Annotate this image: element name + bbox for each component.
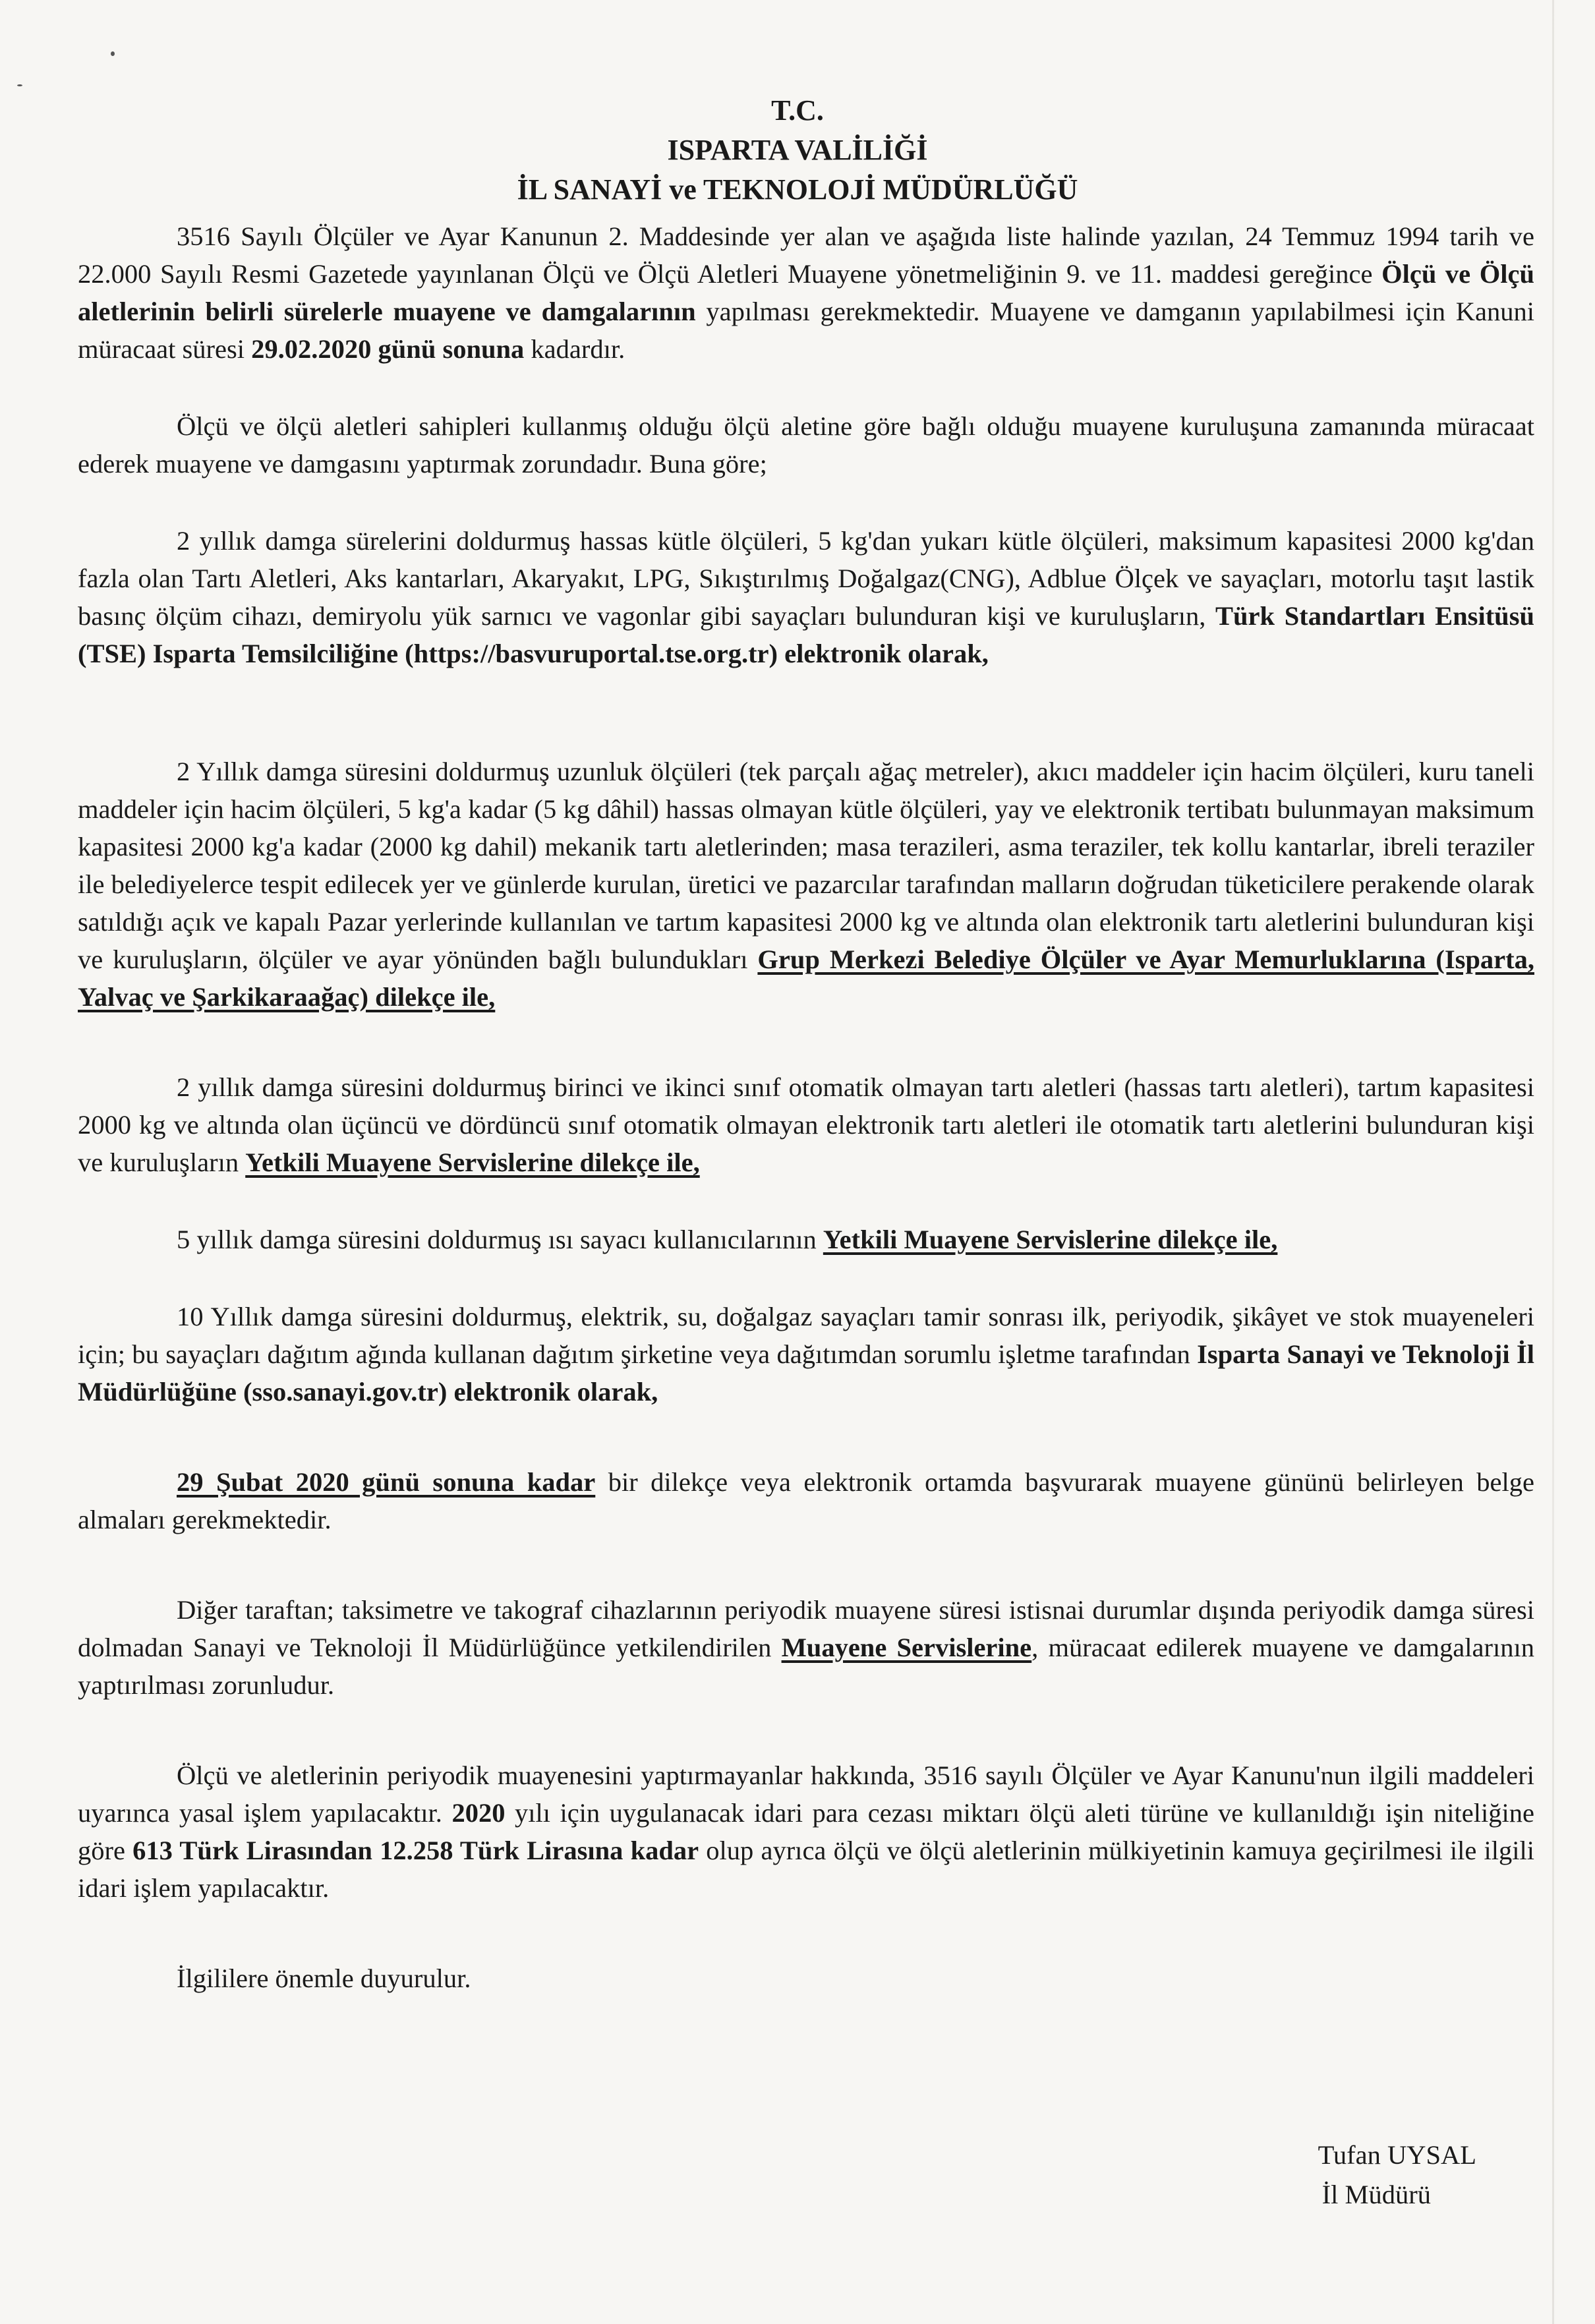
document-body	[78, 218, 1534, 1997]
paragraph-text: Ölçü ve ölçü aletleri sahipleri kullanmış olduğu ölçü aletine göre bağlı olduğu muayene kuruluşuna zamanında müracaat ederek muayene ve damgasını yaptırmak zorundadır. Buna göre;	[78, 411, 1534, 479]
paragraph-text: , müracaat edilerek muayene ve damgalarının yaptırılması zorunludur.	[78, 1633, 1534, 1700]
paragraph-text: 3516 Sayılı Ölçüler ve Ayar Kanunun 2. Maddesinde yer alan ve aşağıda liste halinde yazılan, 24 Temmuz 1994 tarih ve 22.000 Sayılı Resmi Gazetede yayınlanan Ölçü ve Ölçü Aletleri Muayene yönetmeliğinin 9. ve 11. maddesi gereğince	[78, 221, 1534, 289]
scan-speck	[17, 84, 22, 86]
paragraph-text: Diğer taraftan; taksimetre ve takograf cihazlarının periyodik muayene süresi istisnai durumlar dışında periyodik damga süresi dolmadan Sanayi ve Teknoloji İl Müdürlüğünce yetkilendirilen	[78, 1595, 1534, 1662]
fine-amount-text: 613 Türk Lirasından 12.258 Türk Lirasına kadar	[132, 1836, 699, 1865]
paragraph-8	[78, 1463, 1534, 1538]
paragraph-bold-text: Ölçü ve Ölçü aletlerinin belirli sürelerle muayene ve damgalarının	[78, 259, 1534, 326]
paragraph-text: 2 yıllık damga süresini doldurmuş birinci ve ikinci sınıf otomatik olmayan tartı aletleri (hassas tartı aletleri), tartım kapasitesi 2000 kg ve altında olan üçüncü ve dördüncü sınıf otomatik olmayan elektronik tartı aletleri ile otomatik tartı aletlerini bulunduran kişi ve kuruluşların	[78, 1072, 1534, 1177]
deadline-text: 29 Şubat 2020 günü sonuna kadar	[177, 1467, 596, 1497]
tse-application-text: Türk Standartları Ensitüsü (TSE) Isparta Temsilciliğine (https://basvuruportal.tse.org.tr) elektronik olarak,	[78, 601, 1534, 668]
paragraph-text: Ölçü ve aletlerinin periyodik muayenesini yaptırmayanlar hakkında, 3516 sayılı Ölçüler ve Ayar Kanunu'nun ilgili maddeleri uyarınca yasal işlem yapılacaktır.	[78, 1760, 1534, 1828]
signatory-name: Tufan UYSAL	[1318, 2140, 1476, 2170]
paragraph-text: 2 yıllık damga sürelerini doldurmuş hassas kütle ölçüleri, 5 kg'dan yukarı kütle ölçüleri, maksimum kapasitesi 2000 kg'dan fazla olan Tartı Aletleri, Aks kantarları, Akaryakıt, LPG, Sıkıştırılmış Doğalgaz(CNG), Adblue Ölçek ve sayaçları, motorlu taşıt lastik basınç ölçüm cihazı, demiryolu yük sarnıcı ve vagonlar gibi sayaçları bulunduran kişi ve kuruluşların,	[78, 526, 1534, 631]
service-application-text: Yetkili Muayene Servislerine dilekçe ile,	[245, 1147, 700, 1177]
scan-edge-line	[1552, 0, 1554, 2324]
signature-block	[1318, 2135, 1476, 2215]
paragraph-3	[78, 522, 1534, 672]
directorate-application-text: Isparta Sanayi ve Teknoloji İl Müdürlüğüne (sso.sanayi.gov.tr) elektronik olarak,	[78, 1339, 1534, 1407]
header-mudurluk: İL SANAYİ ve TEKNOLOJİ MÜDÜRLÜĞÜ	[517, 173, 1078, 206]
paragraph-10	[78, 1757, 1534, 1907]
inspection-services-text: Muayene Servislerine	[781, 1633, 1032, 1662]
paragraph-text: yılı için uygulanacak idari para cezası miktarı ölçü aleti türüne ve kullanıldığı işin niteliğine göre	[78, 1798, 1535, 1865]
paragraph-5	[78, 1068, 1534, 1181]
paragraph-11	[78, 1960, 1534, 1997]
signatory-title: İl Müdürü	[1321, 2180, 1431, 2209]
closing-text: İlgililere önemle duyurulur.	[177, 1963, 471, 1993]
scan-speck	[111, 51, 115, 56]
paragraph-text: yapılması gerekmektedir. Muayene ve damganın yapılabilmesi için Kanuni müracaat süresi	[78, 297, 1534, 364]
paragraph-7	[78, 1298, 1534, 1410]
paragraph-text: 2 Yıllık damga süresini doldurmuş uzunluk ölçüleri (tek parçalı ağaç metreler), akıcı maddeler için hacim ölçüleri, kuru taneli maddeler için hacim ölçüleri, 5 kg'a kadar (5 kg dâhil) hassas olmayan kütle ölçüleri, yay ve elektronik tertibatı bulunmayan maksimum kapasitesi 2000 kg'a kadar (2000 kg dahil) mekanik tartı aletlerinden; masa terazileri, asma teraziler, tek kollu kantarlar, ibreli teraziler ile belediyelerce tespit edilecek yer ve günlerde kurulan, üretici ve pazarcılar tarafından malların doğrudan tüketicilere perakende olarak satıldığı açık ve kapalı Pazar yerlerinde kullanılan ve tartım kapasitesi 2000 kg ve altında olan elektronik tartı aletlerini bulunduran kişi ve kuruluşların, ölçüler ve ayar yönünden bağlı bulundukları	[78, 757, 1534, 974]
deadline-text: 29.02.2020 günü sonuna	[251, 334, 525, 364]
paragraph-4	[78, 753, 1534, 1016]
paragraph-text: olup ayrıca ölçü ve ölçü aletlerinin mülkiyetinin kamuya geçirilmesi ile ilgili idari işlem yapılacaktır.	[78, 1836, 1534, 1903]
document-header	[0, 91, 1595, 210]
paragraph-text: 10 Yıllık damga süresini doldurmuş, elektrik, su, doğalgaz sayaçları tamir sonrası ilk, periyodik, şikâyet ve stok muayeneleri için; bu sayaçları dağıtım ağında kullanan dağıtım şirketine veya dağıtımdan sorumlu işletme tarafından	[78, 1302, 1534, 1369]
paragraph-9	[78, 1591, 1534, 1704]
paragraph-text: 5 yıllık damga süresini doldurmuş ısı sayacı kullanıcılarının	[177, 1225, 823, 1254]
paragraph-text: bir dilekçe veya elektronik ortamda başvurarak muayene gününü belirleyen belge almaları gerekmektedir.	[78, 1467, 1534, 1534]
paragraph-text: kadardır.	[524, 334, 625, 364]
paragraph-2	[78, 407, 1534, 482]
header-valilik: ISPARTA VALİLİĞİ	[667, 134, 928, 166]
paragraph-1	[78, 218, 1534, 368]
municipality-application-text: Grup Merkezi Belediye Ölçüler ve Ayar Memurluklarına (Isparta, Yalvaç ve Şarkikaraağaç) dilekçe ile,	[78, 944, 1534, 1012]
paragraph-6	[78, 1221, 1534, 1258]
service-application-text: Yetkili Muayene Servislerine dilekçe ile,	[823, 1225, 1278, 1254]
year-text: 2020	[451, 1798, 506, 1828]
header-tc: T.C.	[771, 94, 824, 127]
